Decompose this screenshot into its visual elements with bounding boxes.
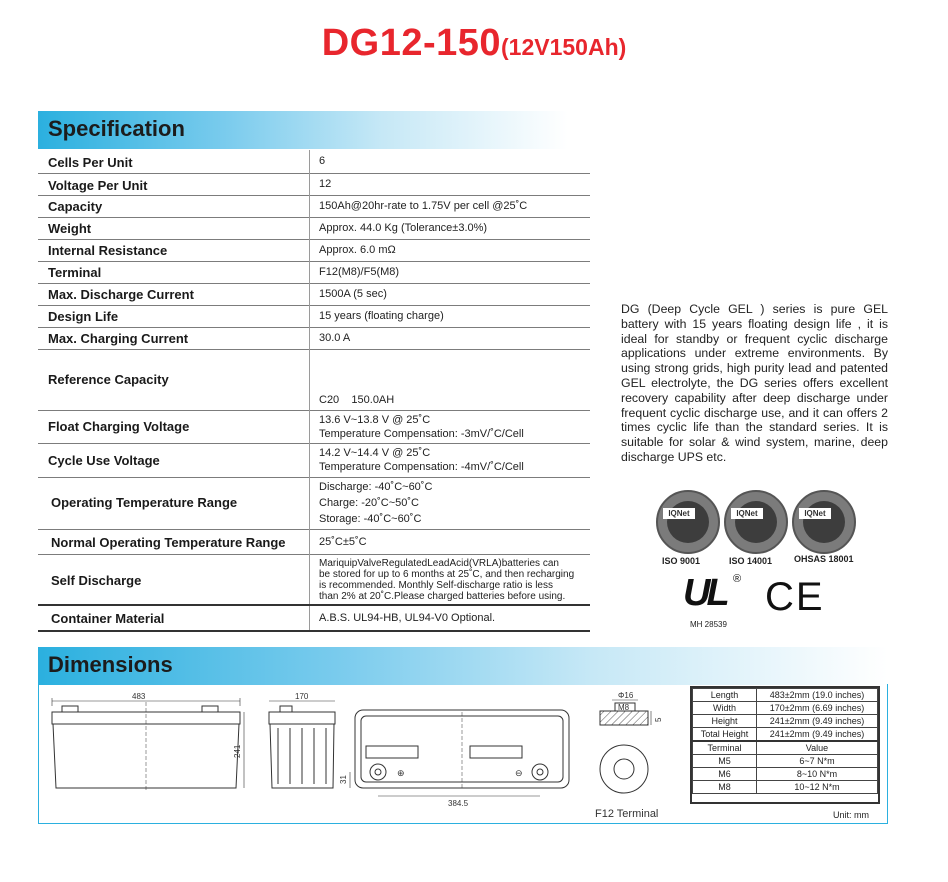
- spec-label: Max. Charging Current: [48, 331, 189, 346]
- table-row: [38, 173, 590, 196]
- spec-label: Internal Resistance: [48, 243, 168, 258]
- iqnet-text: IQNet: [731, 508, 763, 519]
- table-row: [38, 239, 590, 262]
- torque-key: M8: [693, 781, 757, 794]
- table-row: [38, 150, 590, 174]
- spec-value: 13.6 V~13.8 V @ 25˚C: [319, 414, 431, 426]
- torque-key: M6: [693, 768, 757, 781]
- spec-value: 30.0 A: [319, 332, 351, 344]
- table-row: [693, 728, 878, 742]
- spec-label: Self Discharge: [51, 573, 142, 588]
- torque-header-key: Terminal: [693, 741, 757, 755]
- dimensions-table: [692, 688, 878, 794]
- terminal-spacing-dim: 384.5: [448, 799, 469, 808]
- dim-value: 483±2mm (19.0 inches): [756, 689, 877, 702]
- registered-icon: ®: [733, 573, 742, 585]
- specification-title: Specification: [48, 116, 185, 141]
- torque-value: 6~7 N*m: [756, 755, 877, 768]
- spec-label: Capacity: [48, 199, 103, 214]
- spec-value: C20 150.0AH: [319, 394, 395, 406]
- spec-label: Cycle Use Voltage: [48, 453, 160, 468]
- table-row: [693, 741, 878, 755]
- table-row: [38, 477, 590, 530]
- battery-drawings: [40, 688, 685, 822]
- spec-value: than 2% at 20˚C.Please charged batteries before using.: [319, 591, 566, 602]
- spec-label: Terminal: [48, 265, 102, 280]
- table-row: [38, 217, 590, 240]
- spec-value: Temperature Compensation: -3mV/˚C/Cell: [319, 428, 524, 440]
- spec-label: Operating Temperature Range: [51, 495, 238, 510]
- spec-label: Reference Capacity: [48, 372, 169, 387]
- spec-label: Float Charging Voltage: [48, 419, 190, 434]
- unit-label: Unit: mm: [833, 810, 869, 820]
- negative-mark: ⊖: [515, 768, 523, 778]
- spec-value: Temperature Compensation: -4mV/˚C/Cell: [319, 461, 524, 473]
- length-dim: 483: [132, 692, 146, 701]
- torque-key: M5: [693, 755, 757, 768]
- width-dim: 170: [295, 692, 309, 701]
- positive-mark: ⊕: [397, 768, 405, 778]
- dimensions-title: Dimensions: [48, 652, 173, 677]
- spec-value: 15 years (floating charge): [319, 310, 444, 322]
- table-row: [693, 715, 878, 728]
- spec-value: 6: [319, 155, 326, 167]
- table-row: [38, 327, 590, 350]
- table-row: [38, 283, 590, 306]
- spec-label: Weight: [48, 221, 92, 236]
- table-row: [38, 606, 590, 632]
- spec-value: F12(M8)/F5(M8): [319, 266, 400, 278]
- product-title: [0, 22, 948, 65]
- spec-value: 12: [319, 178, 332, 190]
- iqnet-text: IQNet: [799, 508, 831, 519]
- model-rating: (12V150Ah): [501, 34, 627, 60]
- table-row: [38, 443, 590, 478]
- ul-number: MH 28539: [690, 620, 727, 629]
- table-row: [38, 195, 590, 218]
- cert-label: ISO 14001: [729, 556, 773, 566]
- cert-label: ISO 9001: [662, 556, 701, 566]
- dim-value: 241±2mm (9.49 inches): [756, 715, 877, 728]
- terminal-dia-dim: Φ16: [618, 691, 634, 700]
- specification-header: [38, 111, 568, 149]
- spec-value: Approx. 6.0 mΩ: [319, 244, 396, 256]
- iqnet-badge: [792, 490, 856, 554]
- iqnet-text: IQNet: [663, 508, 695, 519]
- dimensions-header: [38, 647, 888, 685]
- spec-label: Max. Discharge Current: [48, 287, 194, 302]
- bolt-size: M8: [618, 703, 630, 712]
- torque-header-value: Value: [756, 741, 877, 755]
- torque-value: 10~12 N*m: [756, 781, 877, 794]
- spec-label: Cells Per Unit: [48, 155, 133, 170]
- table-row: [38, 305, 590, 328]
- spec-value: is recommended. Monthly Self-discharge ratio is less: [319, 580, 553, 591]
- dim-value: 241±2mm (9.49 inches): [756, 728, 877, 742]
- terminal-name: F12 Terminal: [595, 808, 659, 820]
- spec-label: Design Life: [48, 309, 119, 324]
- torque-value: 8~10 N*m: [756, 768, 877, 781]
- table-row: [38, 261, 590, 284]
- spec-value: Discharge: -40˚C~60˚C: [319, 481, 433, 493]
- table-row: [693, 755, 878, 768]
- spec-value: 25˚C±5˚C: [319, 536, 367, 548]
- spec-value: 14.2 V~14.4 V @ 25˚C: [319, 447, 431, 459]
- dim-key: Length: [693, 689, 757, 702]
- spec-label: Normal Operating Temperature Range: [51, 535, 286, 550]
- spec-value: Approx. 44.0 Kg (Tolerance±3.0%): [319, 222, 488, 234]
- model-name: DG12-150: [321, 22, 502, 64]
- table-row: [38, 410, 590, 444]
- table-row: [38, 554, 590, 606]
- table-row: [693, 702, 878, 715]
- iqnet-badge: [724, 490, 788, 554]
- spec-value: MariquipValveRegulatedLeadAcid(VRLA)batteries can: [319, 558, 559, 569]
- ul-mark: [683, 572, 742, 617]
- spec-value: be stored for up to 6 months at 25˚C, and then recharging: [319, 569, 575, 580]
- iqnet-badge: [656, 490, 720, 554]
- cert-label: OHSAS 18001: [794, 554, 854, 564]
- spec-value: A.B.S. UL94-HB, UL94-V0 Optional.: [319, 612, 496, 624]
- spec-value: Charge: -20˚C~50˚C: [319, 497, 419, 509]
- dim-key: Total Height: [693, 728, 757, 742]
- spec-label: Container Material: [51, 611, 165, 626]
- dim-key: Width: [693, 702, 757, 715]
- dim-key: Height: [693, 715, 757, 728]
- table-row: [38, 529, 590, 555]
- spec-value: 1500A (5 sec): [319, 288, 387, 300]
- spec-value: 150Ah@20hr-rate to 1.75V per cell @25˚C: [319, 200, 528, 212]
- spec-value: Storage: -40˚C~60˚C: [319, 513, 422, 525]
- height-dim: 241: [233, 744, 242, 758]
- bolt-depth-dim: 5: [654, 717, 663, 722]
- table-row: [693, 781, 878, 794]
- dim-value: 170±2mm (6.69 inches): [756, 702, 877, 715]
- spec-label: Voltage Per Unit: [48, 178, 148, 193]
- base-height-dim: 31: [339, 775, 348, 784]
- ce-mark: CE: [765, 575, 825, 619]
- product-description: DG (Deep Cycle GEL ) series is pure GEL battery with 15 years floating design life , it is ideal for standby or frequent cyclic discharge applications under extreme environments. By using strong grids, high purity lead and patented GEL electrolyte, the DG series offers excellent recovery capability after deep discharge under frequent cyclic discharge use, and it can offers 2 times cyclic life than the standard series. It is suitable for solar & wind system, marine, deep discharge UPS etc.: [621, 302, 888, 464]
- table-row: [693, 768, 878, 781]
- table-row: [38, 349, 590, 411]
- table-row: [693, 689, 878, 702]
- ul-logo-icon: UL: [683, 572, 726, 614]
